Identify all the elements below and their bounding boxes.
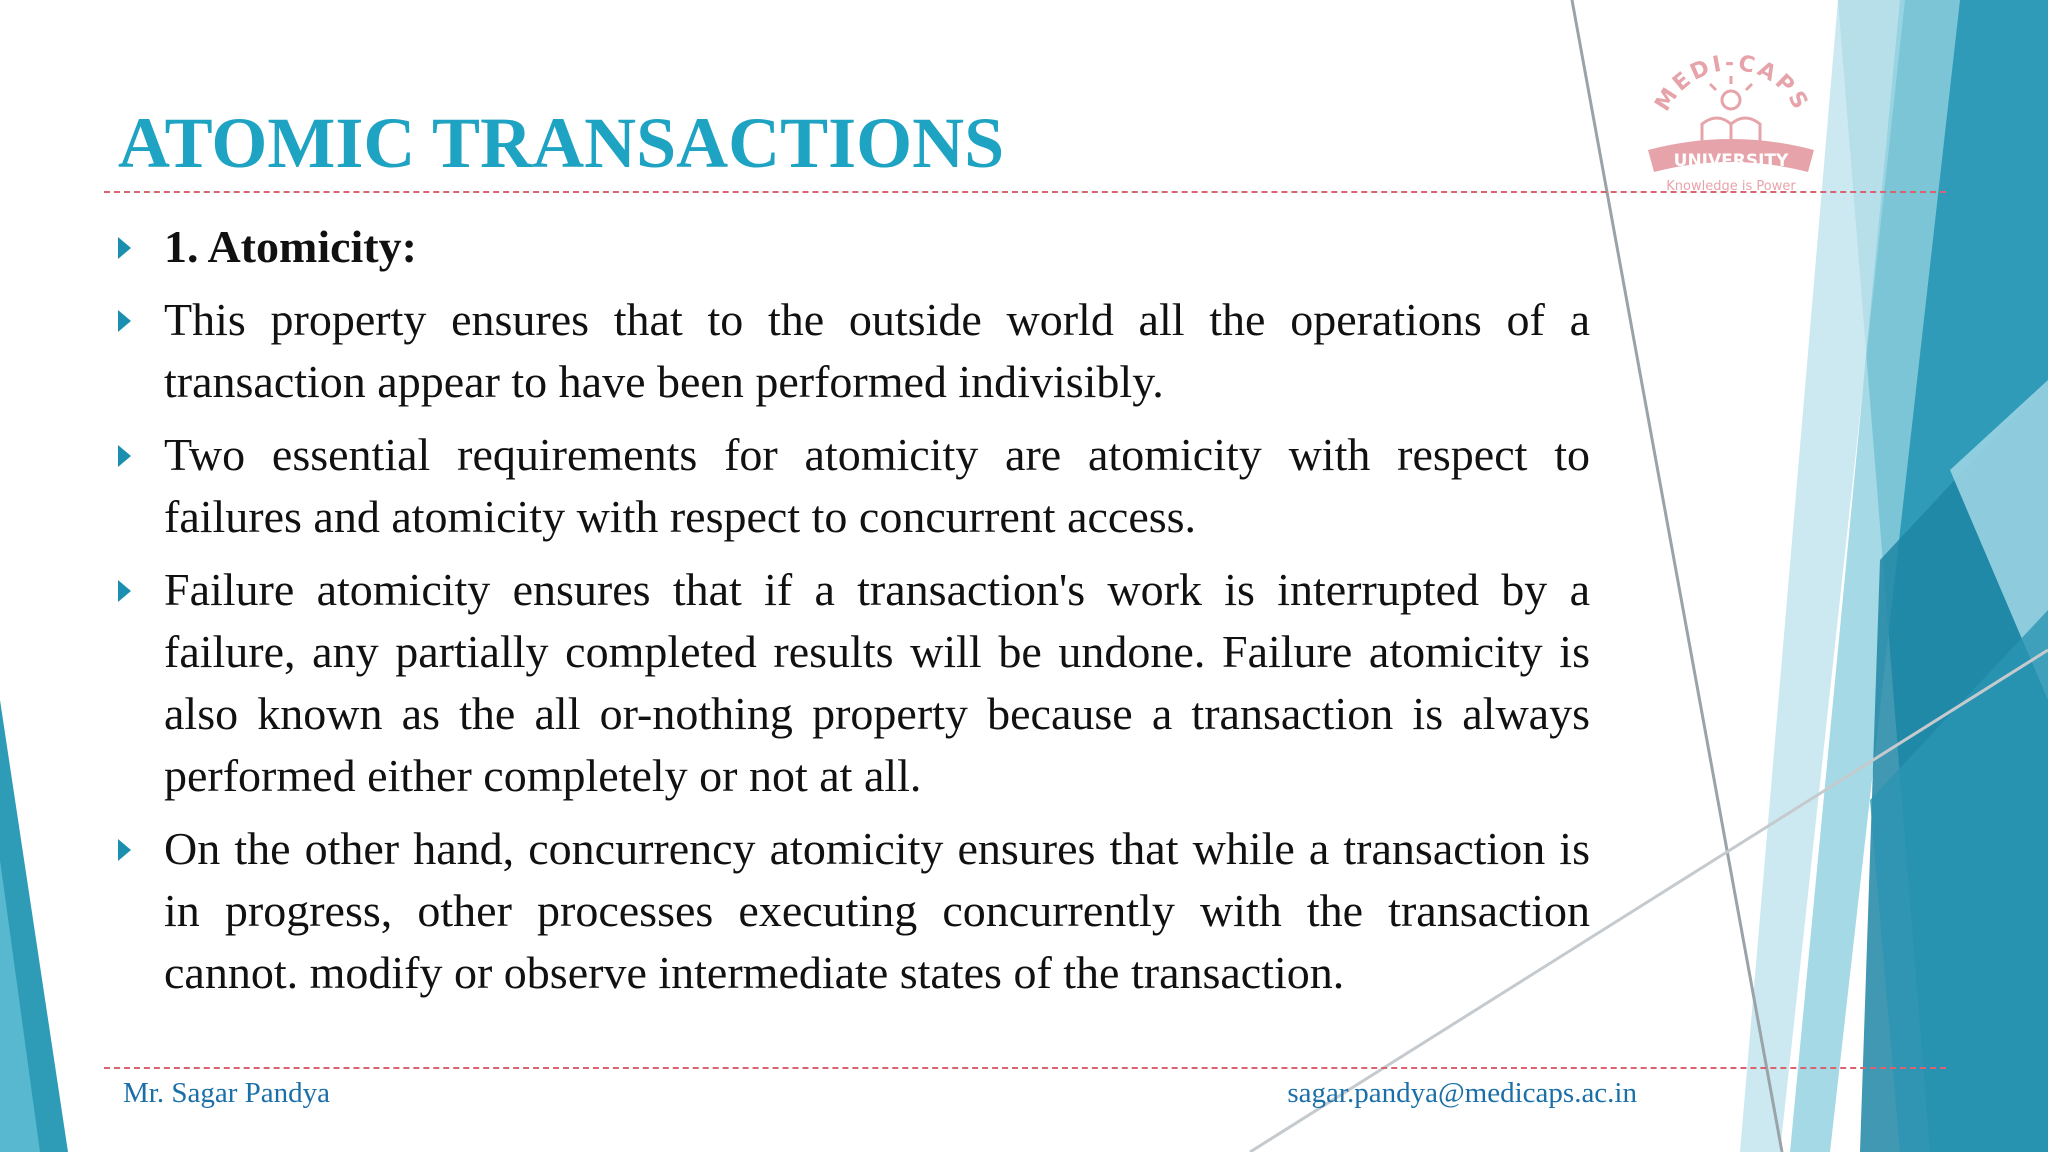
bullet-item (118, 424, 1590, 548)
bullet-text: On the other hand, concurrency atomicity ensures that while a transaction is in progress, other processes executing concurrently with the transaction cannot. modify or observe intermediate states of the transaction. (164, 823, 1590, 998)
footer-divider (104, 1067, 1946, 1069)
logo-banner: UNIVERSITY (1673, 151, 1789, 171)
title-divider (104, 191, 1946, 193)
footer-email: sagar.pandya@medicaps.ac.in (1287, 1077, 1637, 1109)
bullet-list (118, 216, 1590, 1015)
bullet-text: Failure atomicity ensures that if a transaction's work is interrupted by a failure, any partially completed results will be undone. Failure atomicity is also known as the all or-nothing property because a transaction is always performed either completely or not at all. (164, 564, 1590, 801)
medicaps-logo (1620, 32, 1842, 192)
bullet-arrow-icon (118, 839, 131, 861)
footer-author: Mr. Sagar Pandya (123, 1077, 330, 1109)
bullet-text: 1. Atomicity: (164, 221, 417, 272)
slide-title: ATOMIC TRANSACTIONS (118, 103, 1005, 183)
bullet-arrow-icon (118, 580, 131, 602)
logo-name: MEDI-CAPS (1650, 50, 1814, 116)
bullet-arrow-icon (118, 237, 131, 259)
logo-tagline: Knowledge is Power (1666, 179, 1796, 192)
bullet-text: Two essential requirements for atomicity are atomicity with respect to failures and atomicity with respect to concurrent access. (164, 429, 1590, 542)
bullet-arrow-icon (118, 445, 131, 467)
bullet-item (118, 559, 1590, 807)
bullet-text: This property ensures that to the outside world all the operations of a transaction appear to have been performed indivisibly. (164, 294, 1590, 407)
bullet-item-heading (118, 216, 1590, 278)
bullet-arrow-icon (118, 310, 131, 332)
bullet-item (118, 818, 1590, 1004)
bullet-item (118, 289, 1590, 413)
